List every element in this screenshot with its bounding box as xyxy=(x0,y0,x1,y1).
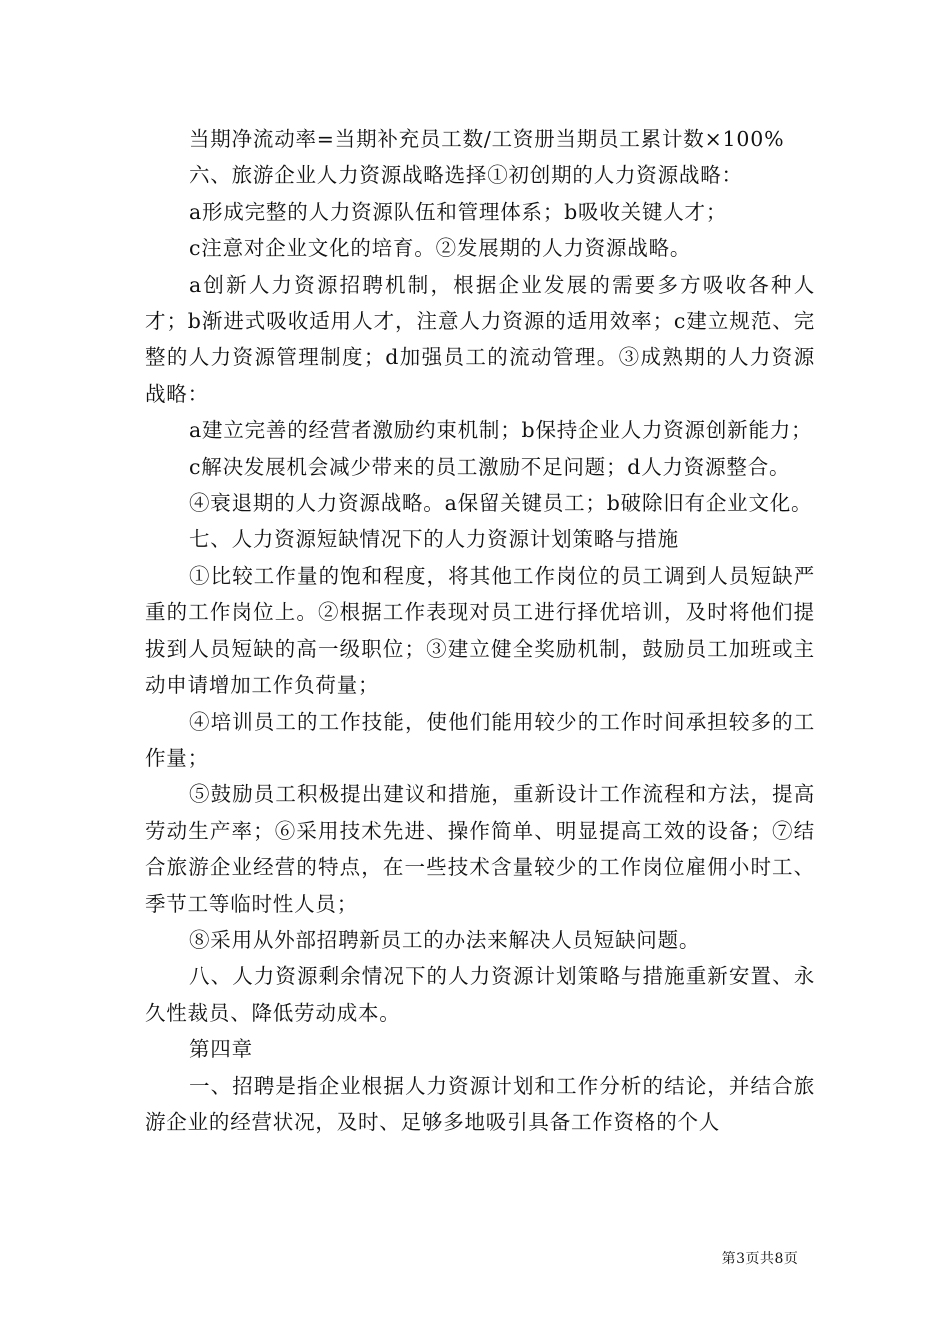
paragraph: a建立完善的经营者激励约束机制；b保持企业人力资源创新能力； xyxy=(189,418,813,443)
paragraph: a形成完整的人力资源队伍和管理体系；b吸收关键人才； xyxy=(189,199,728,224)
paragraph: ④衰退期的人力资源战略。a保留关键员工；b破除旧有企业文化。 xyxy=(189,491,813,516)
paragraph: 六、旅游企业人力资源战略选择①初创期的人力资源战略： xyxy=(189,163,743,188)
paragraph: c解决发展机会减少带来的员工激励不足问题；d人力资源整合。 xyxy=(189,454,791,479)
paragraph: ①比较工作量的饱和程度，将其他工作岗位的员工调到人员短缺严重的工作岗位上。②根据工作表现对员工进行择优培训，及时将他们提拔到人员短缺的高一级职位；③建立健全奖励机制，鼓励员工加班或主动申请增加工作负荷量； xyxy=(145,563,815,698)
paragraph: ⑤鼓励员工积极提出建议和措施，重新设计工作流程和方法，提高劳动生产率；⑥采用技术先进、操作简单、明显提高工效的设备；⑦结合旅游企业经营的特点，在一些技术含量较少的工作岗位雇佣小时工、季节工等临时性人员； xyxy=(145,782,815,916)
paragraph: c注意对企业文化的培育。②发展期的人力资源战略。 xyxy=(189,236,692,261)
document-body xyxy=(145,121,815,1140)
paragraph: 七、人力资源短缺情况下的人力资源计划策略与措施 xyxy=(189,527,679,552)
page-number-label: 第3页共8页 xyxy=(721,1251,799,1267)
paragraph: ⑧采用从外部招聘新员工的办法来解决人员短缺问题。 xyxy=(189,927,701,952)
paragraph: 当期净流动率=当期补充员工数/工资册当期员工累计数×100% xyxy=(189,127,785,151)
chapter-heading: 第四章 xyxy=(189,1037,253,1062)
paragraph: 八、人力资源剩余情况下的人力资源计划策略与措施重新安置、永久性裁员、降低劳动成本。 xyxy=(145,964,815,1025)
paragraph: 一、招聘是指企业根据人力资源计划和工作分析的结论，并结合旅游企业的经营状况，及时、足够多地吸引具备工作资格的个人 xyxy=(145,1073,815,1134)
paragraph: a创新人力资源招聘机制，根据企业发展的需要多方吸收各种人才；b渐进式吸收适用人才，注意人力资源的适用效率；c建立规范、完整的人力资源管理制度；d加强员工的流动管理。③成熟期的人力资源战略： xyxy=(145,272,815,406)
page-footer xyxy=(0,1248,950,1268)
paragraph: ④培训员工的工作技能，使他们能用较少的工作时间承担较多的工作量； xyxy=(145,709,815,770)
